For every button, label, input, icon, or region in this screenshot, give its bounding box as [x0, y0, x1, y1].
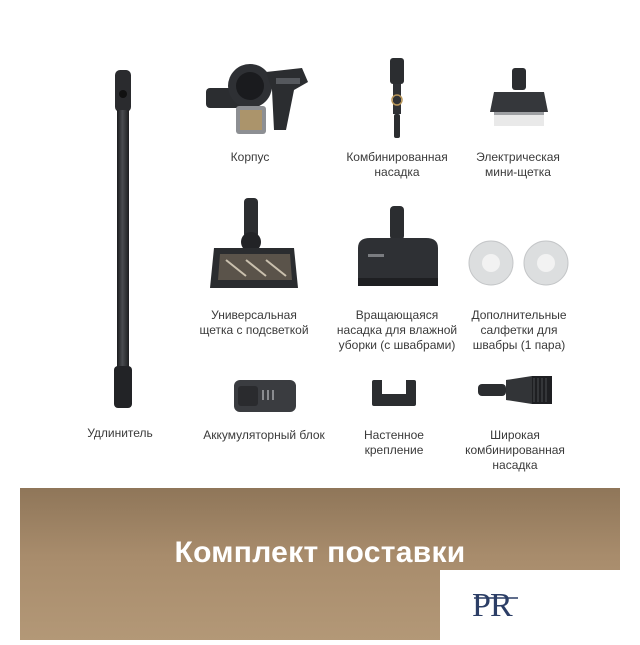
battery-label: Аккумуляторный блок: [203, 428, 325, 442]
body-label: Корпус: [230, 150, 270, 164]
wall-mount-image: [370, 378, 418, 408]
combination-nozzle-image: [380, 56, 414, 140]
svg-text:P: P: [472, 587, 491, 624]
combination-nozzle-label: Комбинированная насадка: [346, 150, 448, 179]
vacuum-body-image: [202, 60, 314, 142]
mini-brush-image: [486, 66, 552, 132]
banner-title: Комплект поставки: [174, 536, 466, 569]
mop-wipes-image: [466, 238, 572, 288]
extension-label: Удлинитель: [87, 426, 153, 440]
svg-text:R: R: [490, 587, 513, 624]
extension-tube-image: [100, 66, 146, 412]
wall-mount-label: Настенное крепление: [364, 428, 424, 457]
mini-brush-label: Электрическая мини-щетка: [476, 150, 560, 179]
wide-combo-nozzle-image: [476, 372, 556, 408]
rotating-mop-label: Вращающаяся насадка для влажной уборки (с швабрами): [336, 308, 458, 352]
logo-badge: [440, 570, 620, 640]
universal-brush-image: [206, 196, 304, 296]
universal-brush-label: Универсальная щетка с подсветкой: [199, 308, 309, 337]
logo-monogram-icon: [440, 570, 620, 640]
wide-combo-nozzle-label: Широкая комбинированная насадка: [465, 428, 565, 472]
mop-wipes-label: Дополнительные салфетки для швабры (1 пара): [471, 308, 567, 352]
battery-image: [232, 376, 298, 416]
rotating-mop-nozzle-image: [350, 204, 446, 294]
